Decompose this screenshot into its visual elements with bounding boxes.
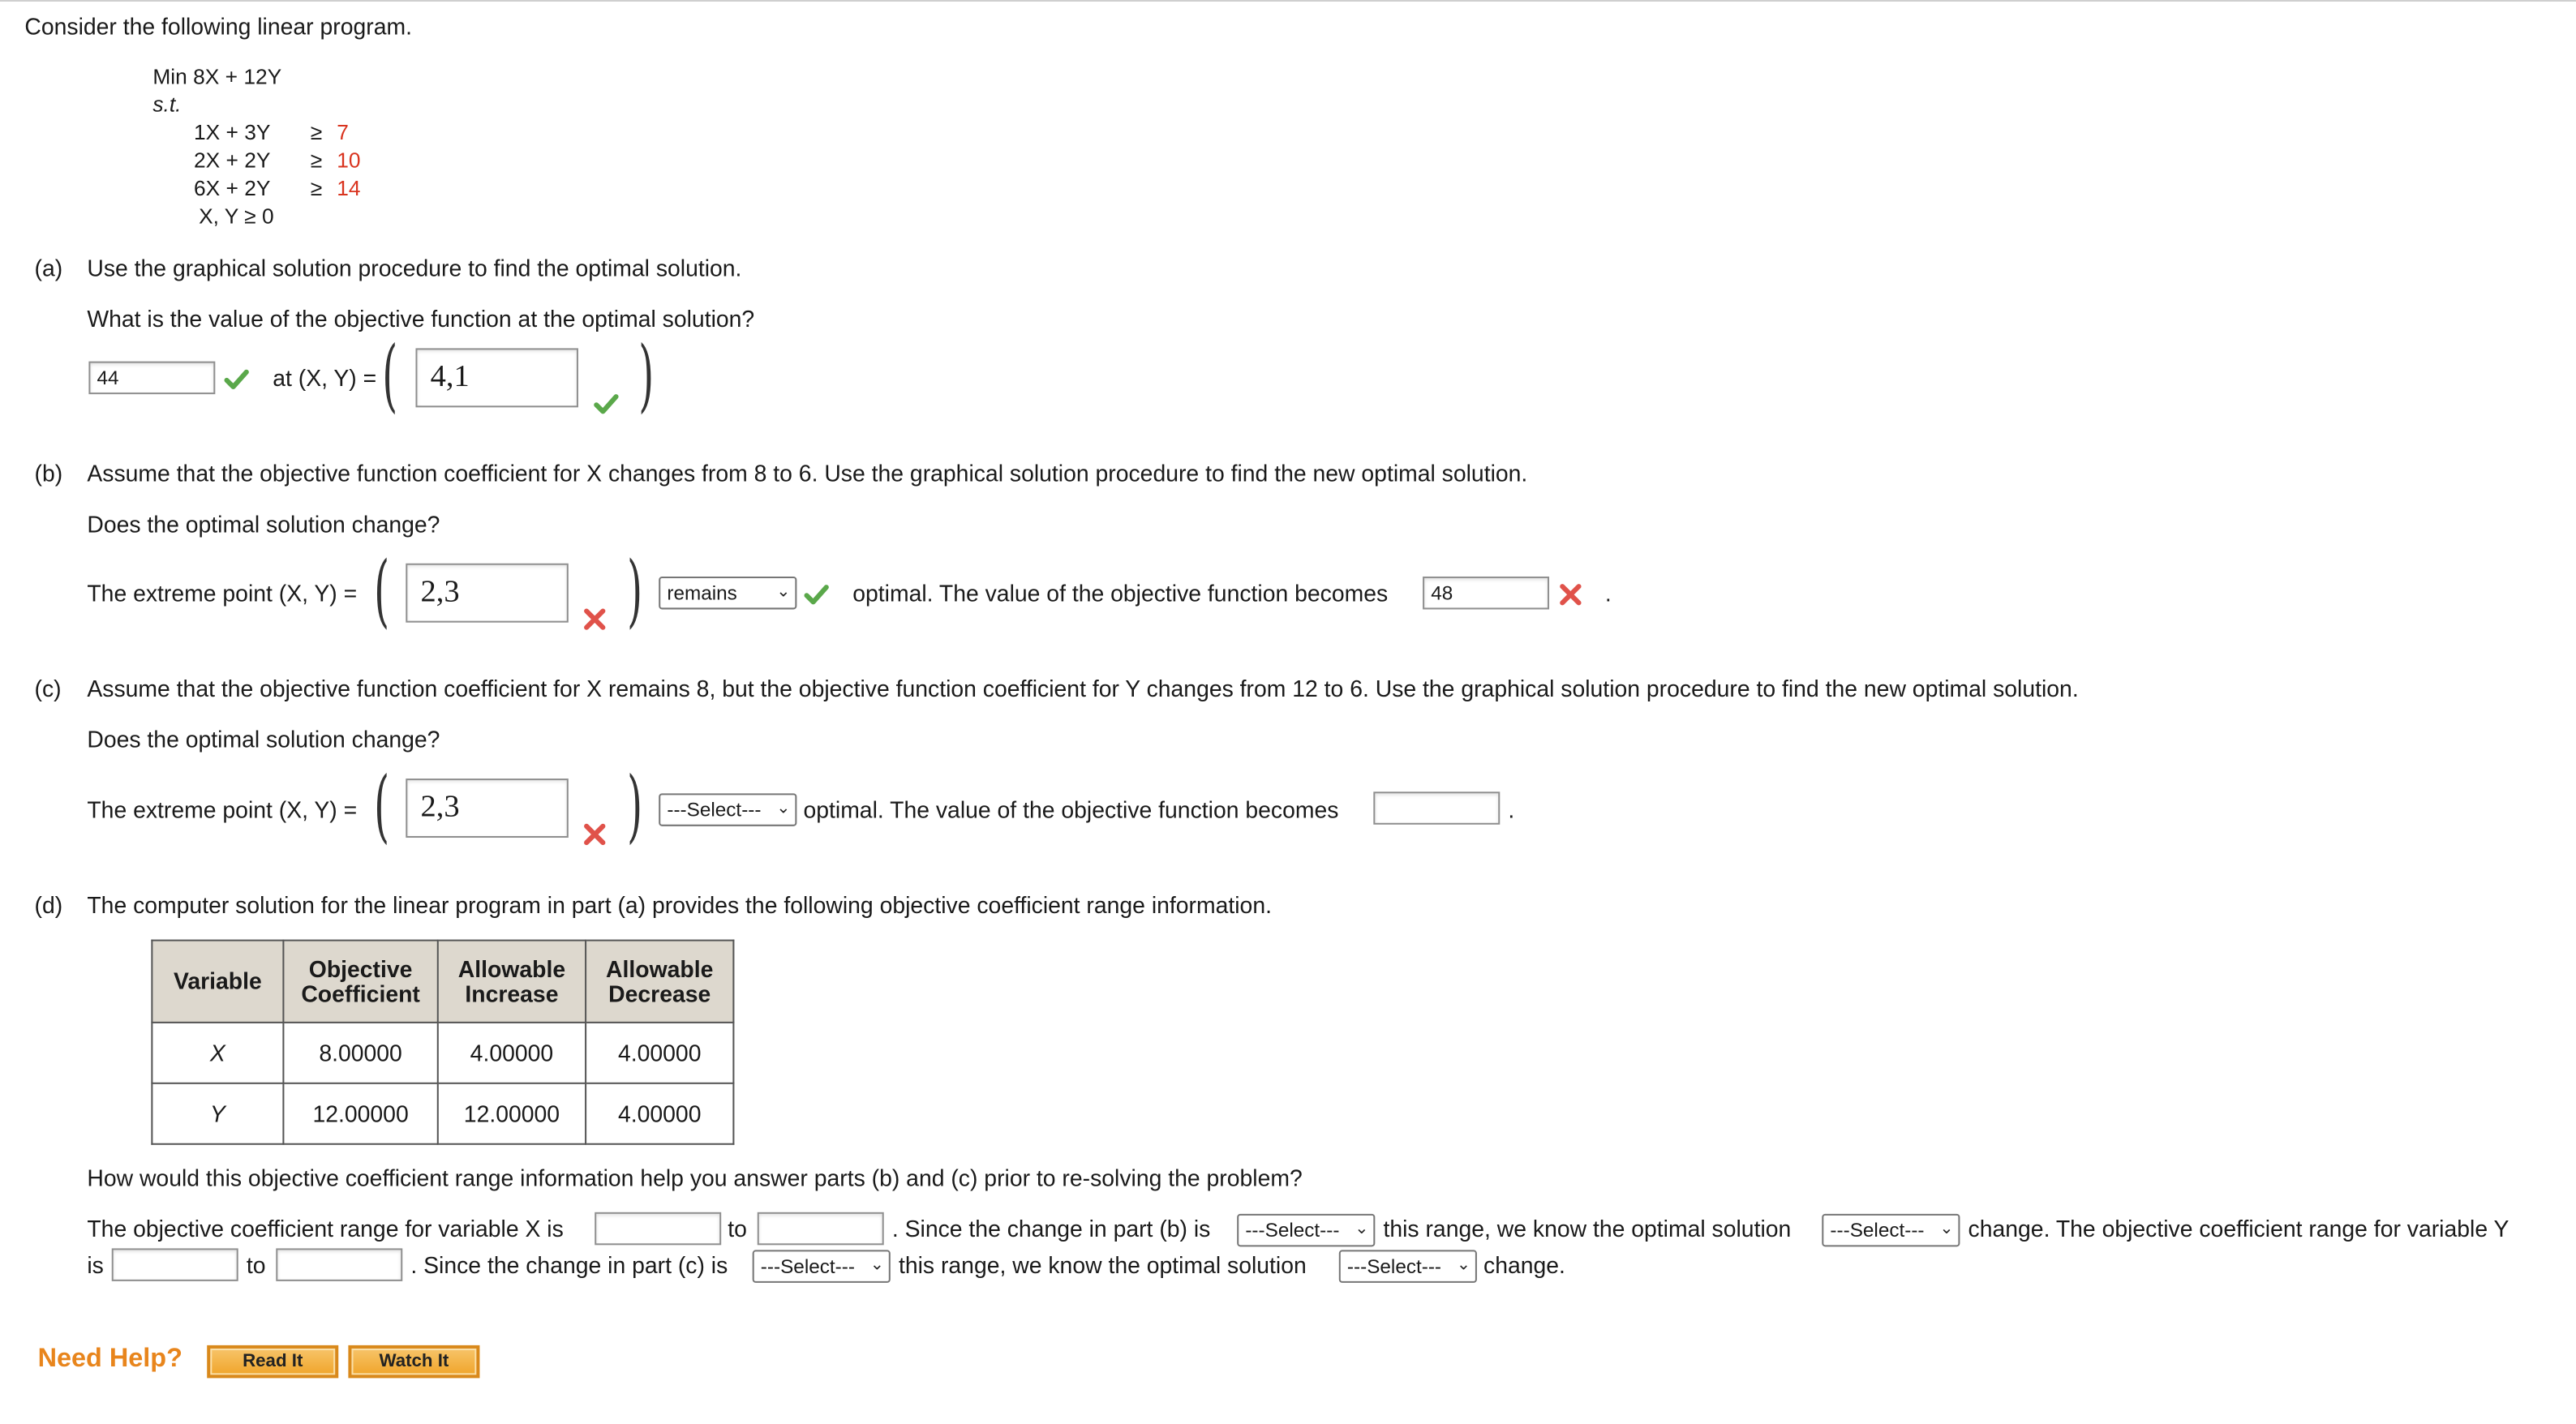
watch-it-button[interactable]: Watch It xyxy=(348,1345,479,1379)
cell-coefficient: 8.00000 xyxy=(283,1023,437,1083)
part-c-extreme-label: The extreme point (X, Y) = xyxy=(87,796,358,823)
part-c-point-input[interactable]: 2,3 xyxy=(406,778,569,838)
chevron-down-icon: ⌄ xyxy=(776,583,791,602)
right-paren: ) xyxy=(627,545,643,637)
constraint-1-op: ≥ xyxy=(310,119,323,145)
part-c-change-select[interactable] xyxy=(1339,1250,1477,1283)
left-paren: ( xyxy=(374,545,390,637)
part-b-change-select[interactable] xyxy=(1822,1214,1960,1247)
part-c-range-select[interactable] xyxy=(753,1250,891,1283)
constraint-3-rhs: 14 xyxy=(337,175,361,201)
part-b-point-input[interactable]: 2,3 xyxy=(406,564,569,623)
read-it-button[interactable]: Read It xyxy=(207,1345,338,1379)
lp-objective: Min 8X + 12Y xyxy=(152,63,282,89)
constraint-2-op: ≥ xyxy=(310,148,323,173)
constraint-1-rhs: 7 xyxy=(337,119,349,145)
part-b-value-input[interactable]: 48 xyxy=(1423,577,1549,610)
select-value: remains xyxy=(667,581,737,605)
cell-variable: X xyxy=(152,1023,283,1083)
part-b-range-select[interactable] xyxy=(1237,1214,1375,1247)
part-b-optimal-select[interactable] xyxy=(659,577,796,610)
part-a-point-input[interactable]: 4,1 xyxy=(415,348,578,407)
y-range-high-input[interactable] xyxy=(276,1248,402,1281)
cell-increase: 4.00000 xyxy=(438,1023,586,1083)
constraint-3-op: ≥ xyxy=(310,175,323,201)
select-value: ---Select--- xyxy=(1830,1218,1925,1242)
header-objective-coefficient: Objective Coefficient xyxy=(283,941,437,1023)
incorrect-x-icon xyxy=(1559,583,1582,606)
part-a-value-input[interactable]: 44 xyxy=(88,362,215,395)
cell-decrease: 4.00000 xyxy=(586,1023,733,1083)
select-value: ---Select--- xyxy=(1245,1218,1340,1242)
constraint-3-lhs: 6X + 2Y xyxy=(194,175,271,201)
part-d-label: (d) xyxy=(34,891,63,919)
constraint-2-rhs: 10 xyxy=(337,148,361,173)
chevron-down-icon: ⌄ xyxy=(776,800,791,818)
part-d-s4: change. The objective coefficient range for variable Y xyxy=(1968,1215,2509,1242)
part-d-question: How would this objective coefficient range information help you answer parts (b) and (c) prior to re-solving the problem? xyxy=(87,1165,1303,1191)
part-a-question: What is the value of the objective function at the optimal solution? xyxy=(87,305,755,332)
range-table xyxy=(151,940,734,1145)
part-c-after-select: optimal. The value of the objective function becomes xyxy=(803,796,1339,823)
cell-decrease: 4.00000 xyxy=(586,1083,733,1144)
header-allowable-increase: Allowable Increase xyxy=(438,941,586,1023)
need-help-label: Need Help? xyxy=(37,1345,182,1374)
chevron-down-icon: ⌄ xyxy=(1939,1220,1954,1239)
top-divider xyxy=(0,0,2576,2)
part-b-question: Does the optimal solution change? xyxy=(87,510,440,538)
chevron-down-icon: ⌄ xyxy=(1355,1220,1369,1239)
part-b-end-period: . xyxy=(1604,580,1612,607)
lp-st: s.t. xyxy=(152,92,182,117)
lp-nonnegativity: X, Y ≥ 0 xyxy=(199,204,274,229)
table-header-row xyxy=(152,941,733,1023)
part-c-value-input[interactable] xyxy=(1373,791,1500,825)
part-a-at-label: at (X, Y) = xyxy=(273,364,377,392)
correct-check-icon xyxy=(803,581,829,607)
right-paren: ) xyxy=(627,760,643,853)
chevron-down-icon: ⌄ xyxy=(869,1256,884,1275)
incorrect-x-icon xyxy=(583,607,606,630)
part-b-text: Assume that the objective function coefficient for X changes from 8 to 6. Use the graphical solution procedure to find the new optimal solution. xyxy=(87,460,1528,487)
part-d-s3: this range, we know the optimal solution xyxy=(1383,1215,1792,1242)
part-d-s1: The objective coefficient range for variable X is xyxy=(87,1215,564,1242)
select-value: ---Select--- xyxy=(760,1255,855,1278)
intro-text: Consider the following linear program. xyxy=(24,13,412,40)
cell-increase: 12.00000 xyxy=(438,1083,586,1144)
header-allowable-decrease: Allowable Decrease xyxy=(586,941,733,1023)
table-row xyxy=(152,1083,733,1144)
part-c-end-period: . xyxy=(1508,796,1515,823)
part-d-s5: . Since the change in part (c) is xyxy=(410,1251,728,1278)
part-a-label: (a) xyxy=(34,254,63,281)
part-a-text: Use the graphical solution procedure to find the optimal solution. xyxy=(87,254,742,281)
x-range-low-input[interactable] xyxy=(595,1212,721,1246)
part-c-optimal-select[interactable] xyxy=(659,793,796,826)
part-b-after-select: optimal. The value of the objective function becomes xyxy=(852,580,1389,607)
header-variable: Variable xyxy=(152,941,283,1023)
left-paren: ( xyxy=(382,330,398,422)
constraint-2-lhs: 2X + 2Y xyxy=(194,148,271,173)
table-row xyxy=(152,1023,733,1083)
part-d-s6: this range, we know the optimal solution xyxy=(898,1251,1307,1278)
cell-coefficient: 12.00000 xyxy=(283,1083,437,1144)
cell-variable: Y xyxy=(152,1083,283,1144)
part-c-question: Does the optimal solution change? xyxy=(87,726,440,753)
part-d-text: The computer solution for the linear program in part (a) provides the following objective coefficient range information. xyxy=(87,891,1272,919)
select-value: ---Select--- xyxy=(667,798,762,821)
part-b-extreme-label: The extreme point (X, Y) = xyxy=(87,580,358,607)
part-c-label: (c) xyxy=(34,675,62,701)
part-d-is-label: is xyxy=(87,1251,104,1278)
part-d-to-label: to xyxy=(728,1215,747,1242)
part-d-s2: . Since the change in part (b) is xyxy=(891,1215,1211,1242)
incorrect-x-icon xyxy=(583,823,606,846)
part-c-text: Assume that the objective function coefficient for X remains 8, but the objective function coefficient for Y changes from 12 to 6. Use the graphical solution procedure to find the new optimal solution. xyxy=(87,675,2079,701)
select-value: ---Select--- xyxy=(1346,1255,1442,1278)
correct-check-icon xyxy=(593,391,619,417)
chevron-down-icon: ⌄ xyxy=(1456,1256,1470,1275)
x-range-high-input[interactable] xyxy=(758,1212,884,1246)
part-d-s7: change. xyxy=(1483,1251,1565,1278)
part-d-to-label: to xyxy=(246,1251,266,1278)
part-b-label: (b) xyxy=(34,460,63,487)
constraint-1-lhs: 1X + 3Y xyxy=(194,119,271,145)
y-range-low-input[interactable] xyxy=(112,1248,238,1281)
right-paren: ) xyxy=(638,330,655,422)
left-paren: ( xyxy=(374,760,390,853)
correct-check-icon xyxy=(223,367,249,392)
